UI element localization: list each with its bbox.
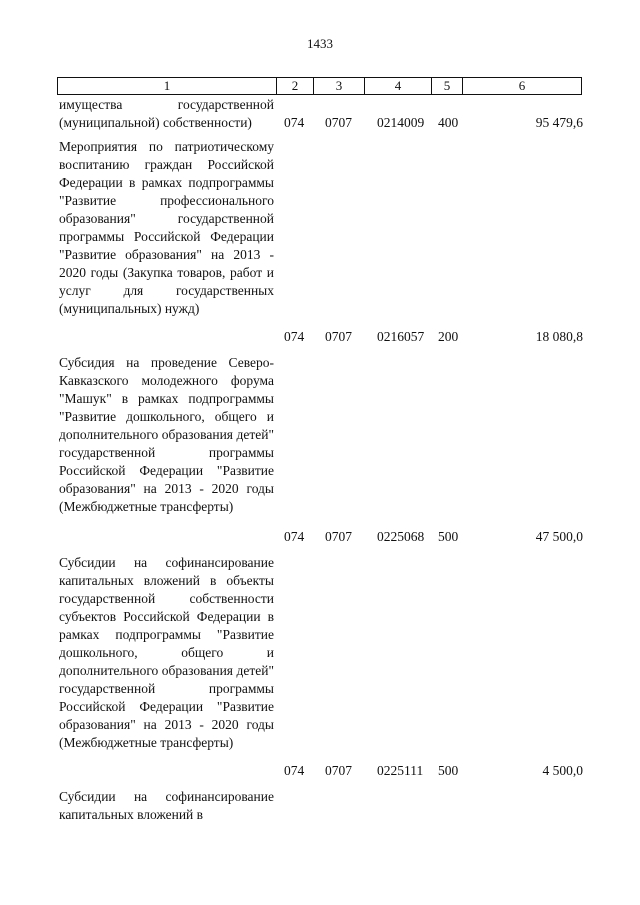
row-ministry-code: 074 [284,115,305,130]
row-section-code: 0707 [325,529,352,544]
row-expense-type: 500 [438,529,459,544]
column-header-1: 1 [58,78,277,95]
row-section-code: 0707 [325,763,352,778]
row-amount: 95 479,6 [535,115,583,130]
row-amount: 18 080,8 [535,329,583,344]
row-amount: 47 500,0 [535,529,583,544]
row-description: Субсидия на проведение Северо-Кавказского молодежного форума "Машук" в рамках подпрограммы "Развитие дошкольного, общего и дополнительного образования детей" государственной программы Российской Федерации "Развитие образования" на 2013 - 2020 годы (Межбюджетные трансферты) [59,355,274,514]
column-header-row [57,77,582,95]
row-section-code: 0707 [325,115,352,130]
row-article-code: 0225111 [377,763,424,778]
row-section-code: 0707 [325,329,352,344]
row-article-code: 0214009 [377,115,425,130]
row-ministry-code: 074 [284,529,305,544]
row-expense-type: 200 [438,329,459,344]
column-header-2: 2 [277,78,314,95]
column-header-3: 3 [314,78,365,95]
row-description: Субсидии на софинансирование капитальных вложений в [59,789,274,822]
row-expense-type: 400 [438,115,459,130]
row-description: имущества государственной (муниципальной) собственности) [59,97,274,130]
column-header-4: 4 [365,78,432,95]
row-ministry-code: 074 [284,329,305,344]
row-amount: 4 500,0 [542,763,583,778]
column-header-5: 5 [432,78,463,95]
row-ministry-code: 074 [284,763,305,778]
row-description: Субсидии на софинансирование капитальных вложений в объекты государственной собственности субъектов Российской Федерации в рамках подпрограммы "Развитие дошкольного, общего и дополнительного образования детей" государственной программы Российской Федерации "Развитие образования" на 2013 - 2020 годы (Межбюджетные трансферты) [59,555,274,750]
page-number: 1433 [307,36,333,51]
row-article-code: 0216057 [377,329,425,344]
row-expense-type: 500 [438,763,459,778]
column-header-6: 6 [463,78,582,95]
row-article-code: 0225068 [377,529,425,544]
row-description: Мероприятия по патриотическому воспитанию граждан Российской Федерации в рамках подпрограммы "Развитие профессионального образования" государственной программы Российской Федерации "Развитие образования" на 2013 - 2020 годы (Закупка товаров, работ и услуг для государственных (муниципальных) нужд) [59,139,274,316]
